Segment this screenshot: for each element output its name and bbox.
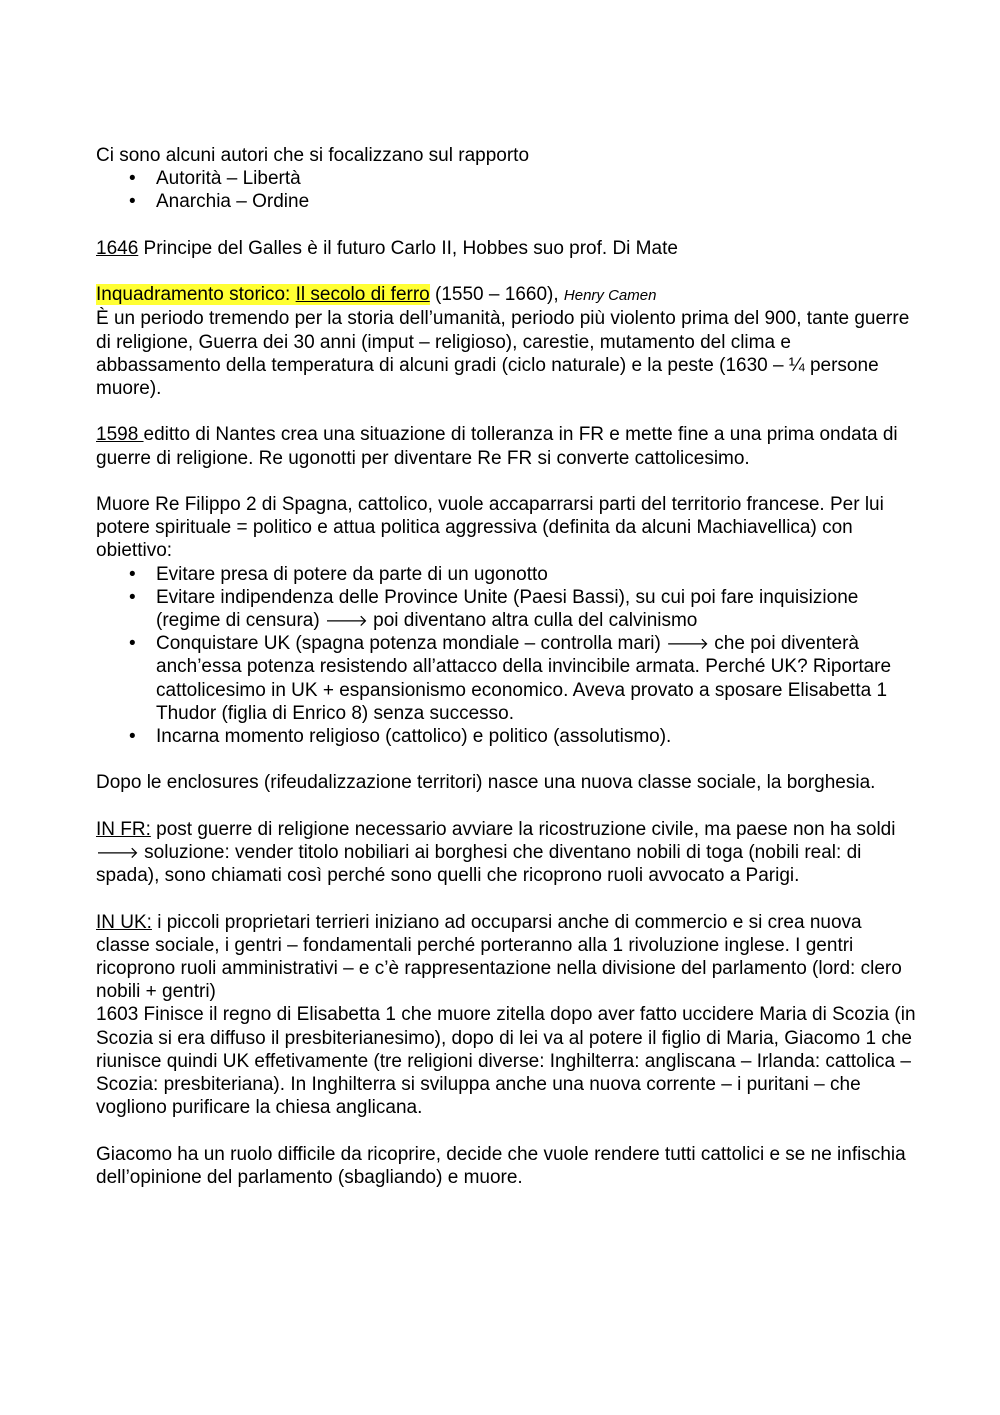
list-item: • Autorità – Libertà [96,167,916,190]
arrow-right-icon: 🡒 [324,611,368,630]
list-item: • Conquistare UK (spagna potenza mondiale – controlla mari) 🡒 che poi diventerà anch’essa potenza resistendo all’attacco della invincibile armata. Perché UK? Riportare cattolicesimo in UK + espansionismo economico. Aveva provato a sposare Elisabetta 1 Thudor (figlia di Enrico 8) senza successo. [96,632,916,725]
in-uk-label: IN UK: [96,911,152,933]
enclosures-paragraph: Dopo le enclosures (rifeudalizzazione territori) nasce una nuova classe sociale, la borghesia. [96,772,876,794]
author-name: Henry Camen [563,287,657,305]
list-item: • Incarna momento religioso (cattolico) e politico (assolutismo). [96,725,916,748]
inquadramento-body: È un periodo tremendo per la storia dell’umanità, periodo più violento prima del 900, tante guerre di religione, Guerra dei 30 anni (imput – religioso), carestie, mutamento del clima e abbassamento della temperatura di alcuni gradi (ciclo naturale) e la peste (1630 – ¼ persone muore). [96,308,910,399]
year-1646: 1646 [96,237,139,259]
filippo-paragraph: Muore Re Filippo 2 di Spagna, cattolico, vuole accaparrarsi parti del territorio francese. Per lui potere spirituale = politico e attua politica aggressiva (definita da alcuni Machiavellica) con obiettivo: [96,493,884,562]
arrow-right-icon: 🡒 [96,843,139,862]
document-page [96,144,916,1189]
arrow-right-icon: 🡒 [666,634,710,654]
paragraph-1598: 1598 editto di Nantes crea una situazione di tolleranza in FR e mette fine a una prima ondata di guerre di religione. Re ugonotti per diventare Re FR si converte cattolicesimo. [96,424,898,469]
paragraph-1603: 1603 Finisce il regno di Elisabetta 1 che muore zitella dopo aver fatto uccidere Maria di Scozia (in Scozia si era diffuso il presbiterianesimo), dopo di lei va al potere il figlio di Maria, Giacomo 1 che riunisce quindi UK effetivamente (tre religioni diverse: Inghilterra: angliscana – Irlanda: cattolica – Scozia: presbiteriana). In Inghilterra si sviluppa anche una nuova corrente – i puritani – che vogliono purificare la chiesa anglicana. [96,1004,916,1119]
in-fr-label: IN FR: [96,818,151,840]
list-item: • Evitare presa di potere da parte di un ugonotto [96,563,916,586]
inquadramento-label: Inquadramento storico: [96,284,296,306]
list-item: • Evitare indipendenza delle Province Unite (Paesi Bassi), su cui poi fare inquisizione (regime di censura) 🡒 poi diventano altra culla del calvinismo [96,586,916,632]
year-1598: 1598 [96,424,144,446]
intro-line: Ci sono alcuni autori che si focalizzano sul rapporto [96,145,530,166]
intro-list [96,167,916,213]
in-uk-paragraph: IN UK: i piccoli proprietari terrieri iniziano ad occuparsi anche di commercio e si crea nuova classe sociale, i gentri – fondamentali perché porteranno alla 1 rivoluzione inglese. I gentri ricoprono ruoli amministrativi – e c’è rappresentazione nella divisione del parlamento (lord: clero nobili + gentri) [96,911,902,1003]
paragraph-1646: 1646 Principe del Galles è il futuro Carlo II, Hobbes suo prof. Di Mate [96,237,678,259]
in-fr-paragraph: IN FR: post guerre di religione necessario avviare la ricostruzione civile, ma paese non ha soldi 🡒 soluzione: vender titolo nobiliari ai borghesi che diventano nobili di toga (nobili real: di spada), sono chiamati così perché sono quelli che ricoprono ruoli avvocato a Parigi. [96,818,896,887]
inquadramento-heading: Inquadramento storico: Il secolo di ferro (1550 – 1660), Henry Camen [96,284,657,306]
list-item: • Anarchia – Ordine [96,190,916,213]
filippo-list [96,563,916,749]
giacomo-paragraph: Giacomo ha un ruolo difficile da ricoprire, decide che vuole rendere tutti cattolici e se ne infischia dell’opinione del parlamento (sbagliando) e muore. [96,1143,906,1188]
secolo-di-ferro-title: Il secolo di ferro [295,284,430,306]
